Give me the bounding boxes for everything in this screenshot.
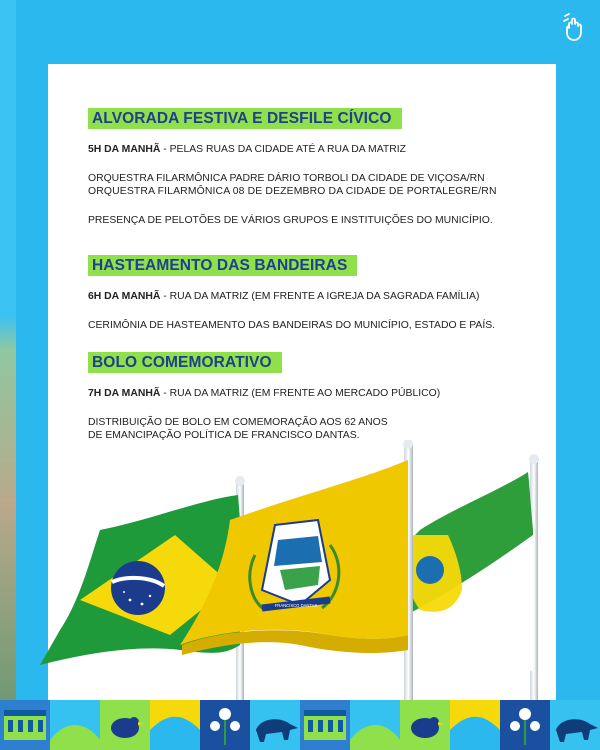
hill-icon bbox=[150, 700, 200, 750]
footer-tile bbox=[0, 700, 50, 750]
section-heading: HASTEAMENTO DAS BANDEIRAS bbox=[88, 255, 357, 276]
hand-logo-icon bbox=[560, 12, 586, 42]
section-heading: ALVORADA FESTIVA E DESFILE CÍVICO bbox=[88, 108, 402, 129]
footer-tile bbox=[500, 700, 550, 750]
anteater-icon bbox=[550, 700, 600, 750]
anteater-icon bbox=[250, 700, 300, 750]
footer-tile bbox=[100, 700, 150, 750]
footer-tile bbox=[200, 700, 250, 750]
footer-tile bbox=[250, 700, 300, 750]
time-line: 6H DA MANHÃ - RUA DA MATRIZ (EM FRENTE A IGREJA DA SAGRADA FAMÍLIA) bbox=[88, 291, 480, 302]
section-heading: BOLO COMEMORATIVO bbox=[88, 352, 282, 373]
footer-tile bbox=[350, 700, 400, 750]
bird-icon bbox=[100, 700, 150, 750]
hill-icon bbox=[350, 700, 400, 750]
paragraph-line: DISTRIBUIÇÃO DE BOLO EM COMEMORAÇÃO AOS 62 ANOS bbox=[88, 417, 388, 428]
decorative-footer bbox=[0, 700, 600, 750]
footer-tile bbox=[450, 700, 500, 750]
footer-tile bbox=[50, 700, 100, 750]
section-bolo bbox=[88, 352, 526, 442]
bird-icon bbox=[400, 700, 450, 750]
flags-illustration bbox=[0, 440, 600, 710]
paragraph-line: DE EMANCIPAÇÃO POLÍTICA DE FRANCISCO DANTAS. bbox=[88, 430, 360, 441]
hill-icon bbox=[50, 700, 100, 750]
house-icon bbox=[300, 700, 350, 750]
footer-tile bbox=[150, 700, 200, 750]
section-alvorada bbox=[88, 108, 526, 227]
footer-tile bbox=[400, 700, 450, 750]
cotton-plant-icon bbox=[500, 700, 550, 750]
hill-icon bbox=[450, 700, 500, 750]
paragraph-line: ORQUESTRA FILARMÔNICA 08 DE DEZEMBRO DA CIDADE DE PORTALEGRE/RN bbox=[88, 186, 497, 197]
section-hasteamento bbox=[88, 255, 526, 332]
house-icon bbox=[0, 700, 50, 750]
paragraph-line: PRESENÇA DE PELOTÕES DE VÁRIOS GRUPOS E INSTITUIÇÕES DO MUNICÍPIO. bbox=[88, 215, 493, 226]
time-line: 7H DA MANHÃ - RUA DA MATRIZ (EM FRENTE AO MERCADO PÚBLICO) bbox=[88, 388, 441, 399]
emblem-banner-text: FRANCISCO DANTAS bbox=[274, 603, 318, 608]
cotton-plant-icon bbox=[200, 700, 250, 750]
paragraph-line: CERIMÔNIA DE HASTEAMENTO DAS BANDEIRAS DO MUNICÍPIO, ESTADO E PAÍS. bbox=[88, 320, 496, 331]
footer-tile bbox=[550, 700, 600, 750]
footer-tile bbox=[300, 700, 350, 750]
paragraph-line: ORQUESTRA FILARMÔNICA PADRE DÁRIO TORBOLI DA CIDADE DE VIÇOSA/RN bbox=[88, 173, 485, 184]
time-line: 5H DA MANHÃ - PELAS RUAS DA CIDADE ATÉ A RUA DA MATRIZ bbox=[88, 144, 406, 155]
